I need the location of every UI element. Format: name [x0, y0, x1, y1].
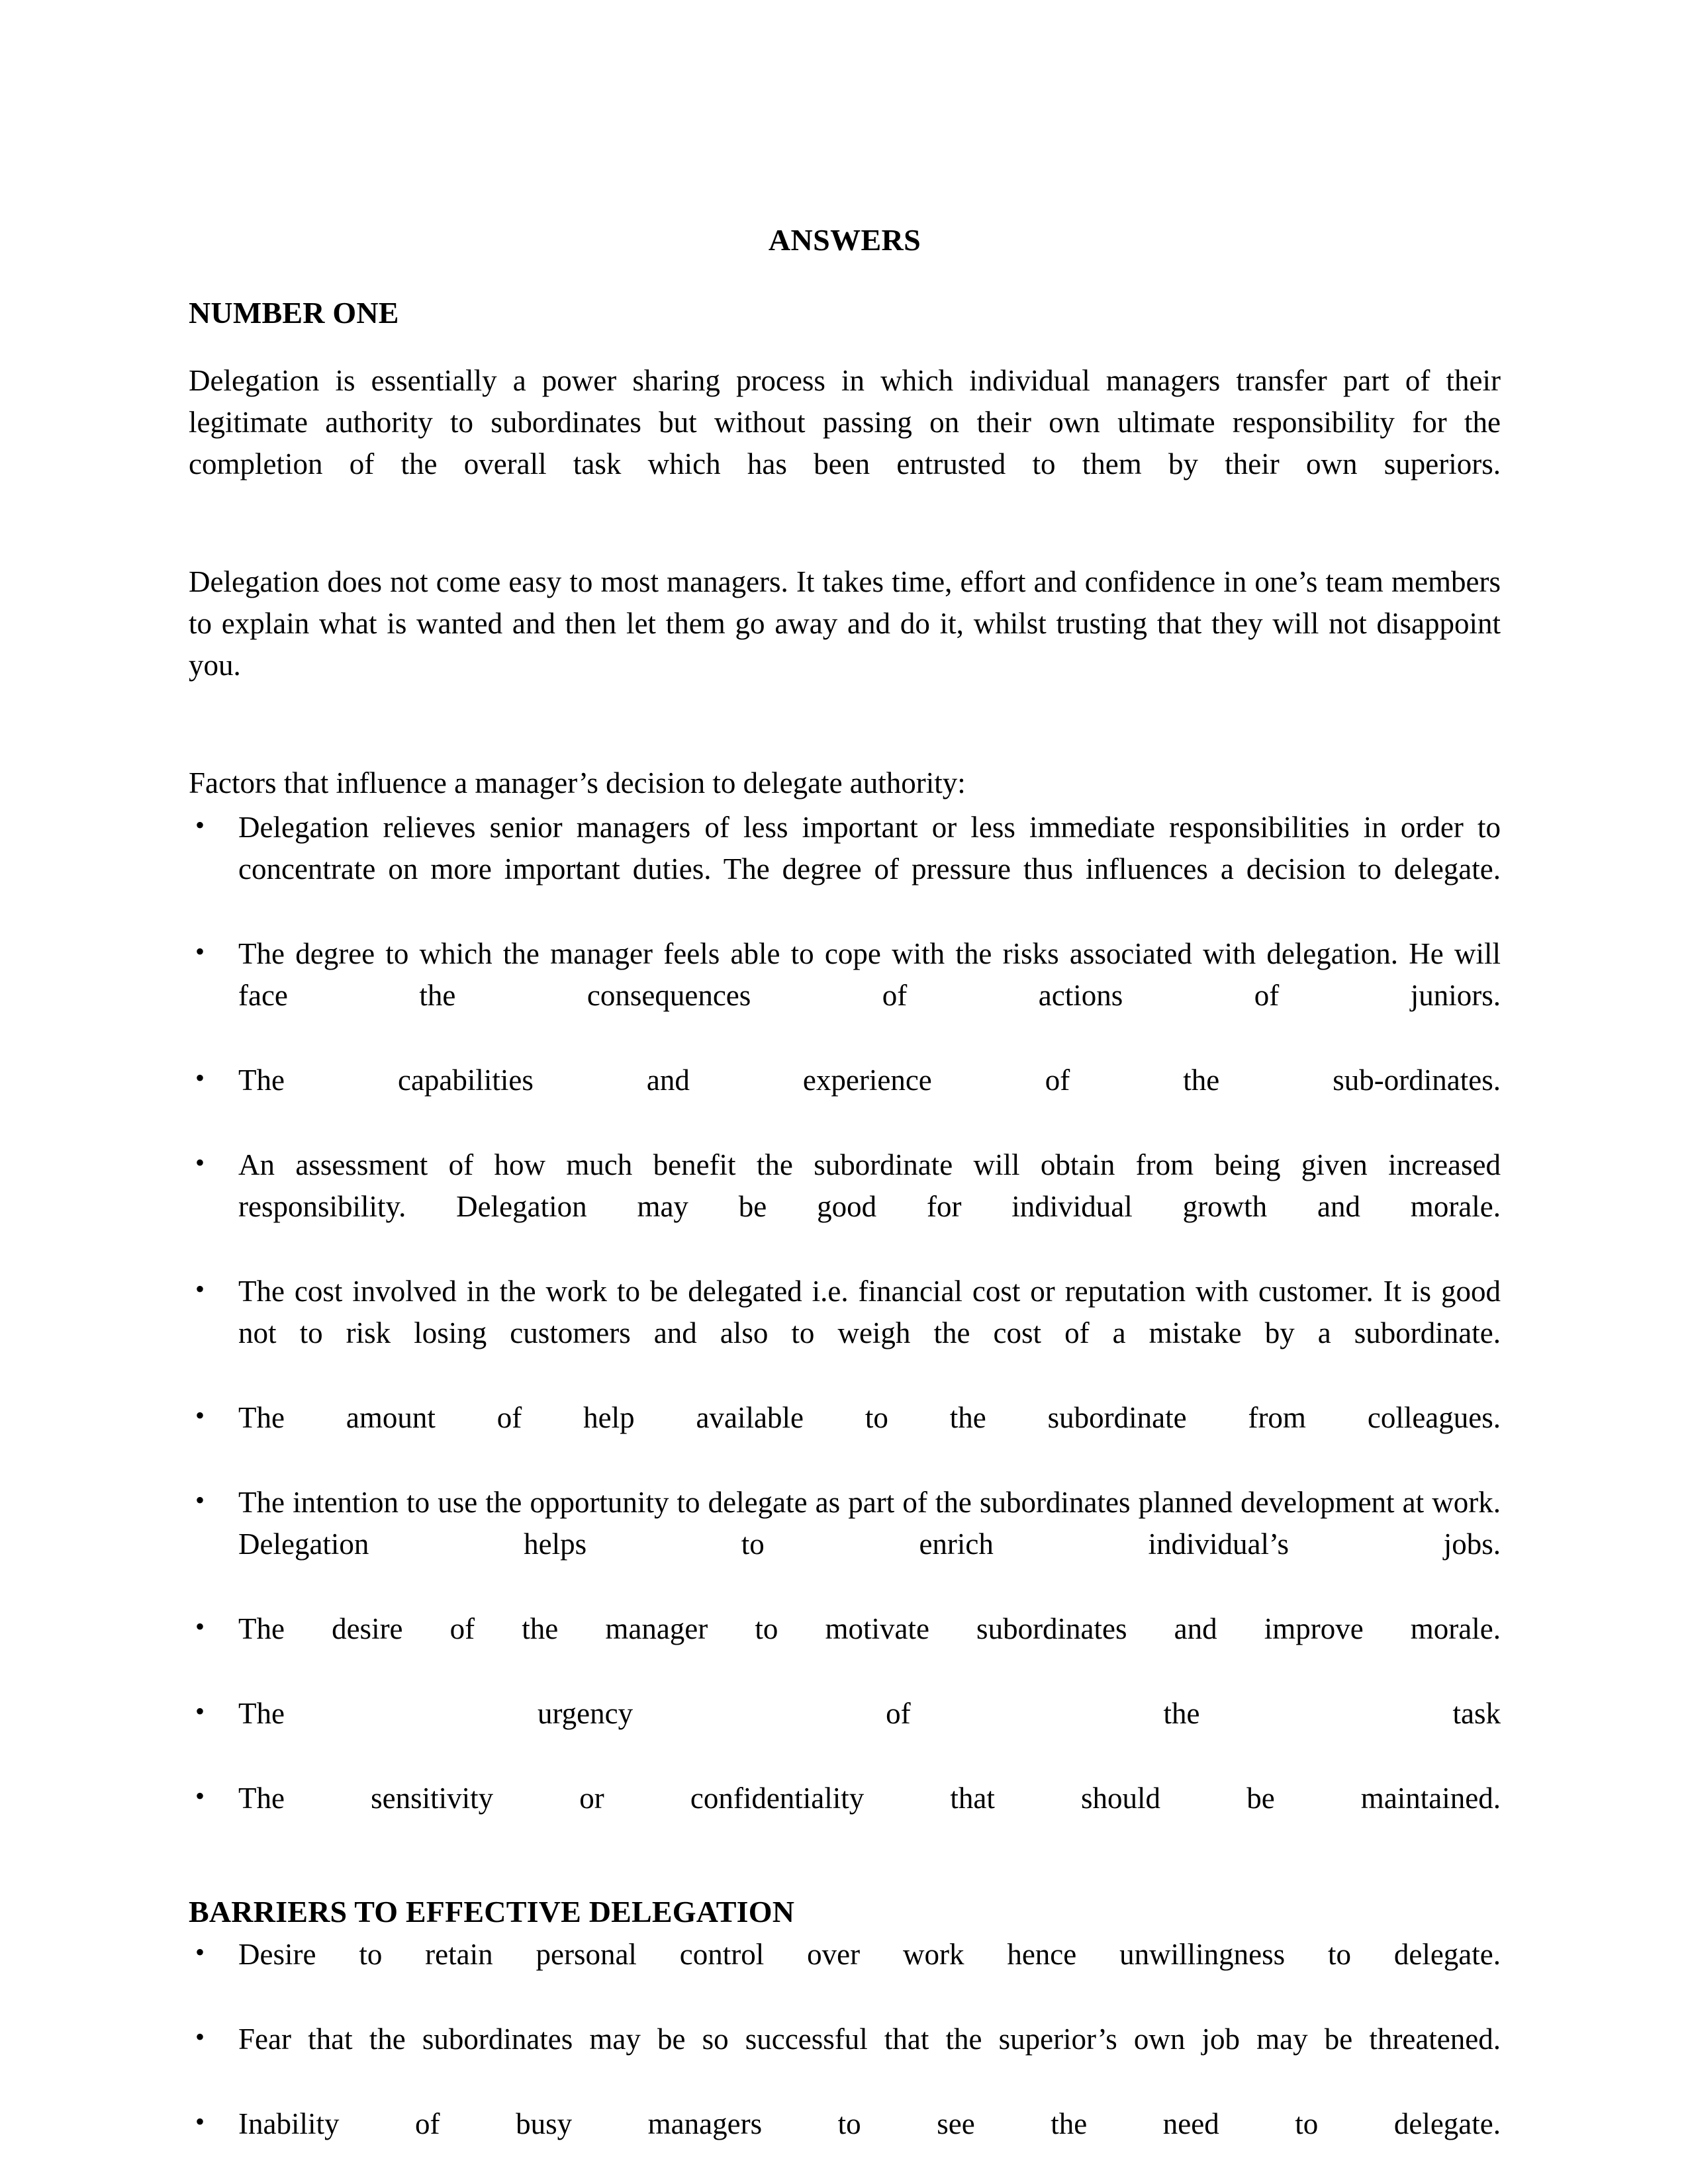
- list-item-text: • The urgency of the task: [238, 1697, 1501, 1730]
- list-item-text: • The capabilities and experience of the sub-ordinates.: [238, 1064, 1501, 1097]
- list-item: [189, 1060, 1501, 1143]
- list-item: [189, 1271, 1501, 1396]
- section-heading-number-one: NUMBER ONE: [189, 296, 399, 330]
- list-item: [189, 1693, 1501, 1776]
- document-content: [189, 225, 1501, 2184]
- list-item-text: • Delegation relieves senior managers of less important or less immediate responsibilities in order to concentrate on more important duties. The degree of pressure thus influences a decision to delegate.: [238, 811, 1501, 886]
- list-item-text: • The desire of the manager to motivate subordinates and improve morale.: [238, 1612, 1501, 1645]
- paragraph-delegation-difficulty: Delegation does not come easy to most managers. It takes time, effort and confidence in one’s team members to explain what is wanted and then let them go away and do it, whilst trusting that they will not disappoint you.: [189, 565, 1501, 682]
- list-item-text: • The degree to which the manager feels able to cope with the risks associated with delegation. He will face the consequences of actions of juniors.: [238, 937, 1501, 1012]
- section-heading-barriers: BARRIERS TO EFFECTIVE DELEGATION: [189, 1895, 795, 1929]
- list-item: [189, 2019, 1501, 2102]
- list-item-text: • Fear that the subordinates may be so successful that the superior’s own job may be threatened.: [238, 2023, 1501, 2056]
- page-title: ANSWERS: [768, 223, 921, 257]
- list-item: [189, 1482, 1501, 1607]
- list-item-text: • The cost involved in the work to be delegated i.e. financial cost or reputation with customer. It is good not to risk losing customers and also to weigh the cost of a mistake by a subordinate.: [238, 1275, 1501, 1349]
- list-item: [189, 807, 1501, 932]
- bullet-list-lead-in: Factors that influence a manager’s decision to delegate authority:: [189, 766, 966, 799]
- list-item: [189, 1397, 1501, 1480]
- list-item-text: • Inability of busy managers to see the need to delegate.: [238, 2107, 1501, 2140]
- list-item: [189, 1608, 1501, 1692]
- list-item-text: • The intention to use the opportunity to delegate as part of the subordinates planned development at work. Delegation helps to enrich individual’s jobs.: [238, 1486, 1501, 1561]
- list-item-text: • Desire to retain personal control over work hence unwillingness to delegate.: [238, 1938, 1501, 1971]
- list-item-text: • The amount of help available to the subordinate from colleagues.: [238, 1401, 1501, 1434]
- list-item-text: • An assessment of how much benefit the subordinate will obtain from being given increased responsibility. Delegation may be good for individual growth and morale.: [238, 1148, 1501, 1223]
- barriers-bullet-list: [189, 1934, 1501, 2184]
- list-item: [189, 2103, 1501, 2184]
- list-item-text: • The sensitivity or confidentiality that should be maintained.: [238, 1782, 1501, 1815]
- paragraph-delegation-definition: Delegation is essentially a power sharing process in which individual managers transfer part of their legitimate authority to subordinates but without passing on their own ultimate responsibility for the completion of the overall task which has been entrusted to them by their own superiors.: [189, 364, 1501, 480]
- list-item: [189, 933, 1501, 1058]
- list-item: [189, 1778, 1501, 1861]
- list-item: [189, 1934, 1501, 2017]
- list-item: [189, 1144, 1501, 1269]
- factors-bullet-list: [189, 807, 1501, 1861]
